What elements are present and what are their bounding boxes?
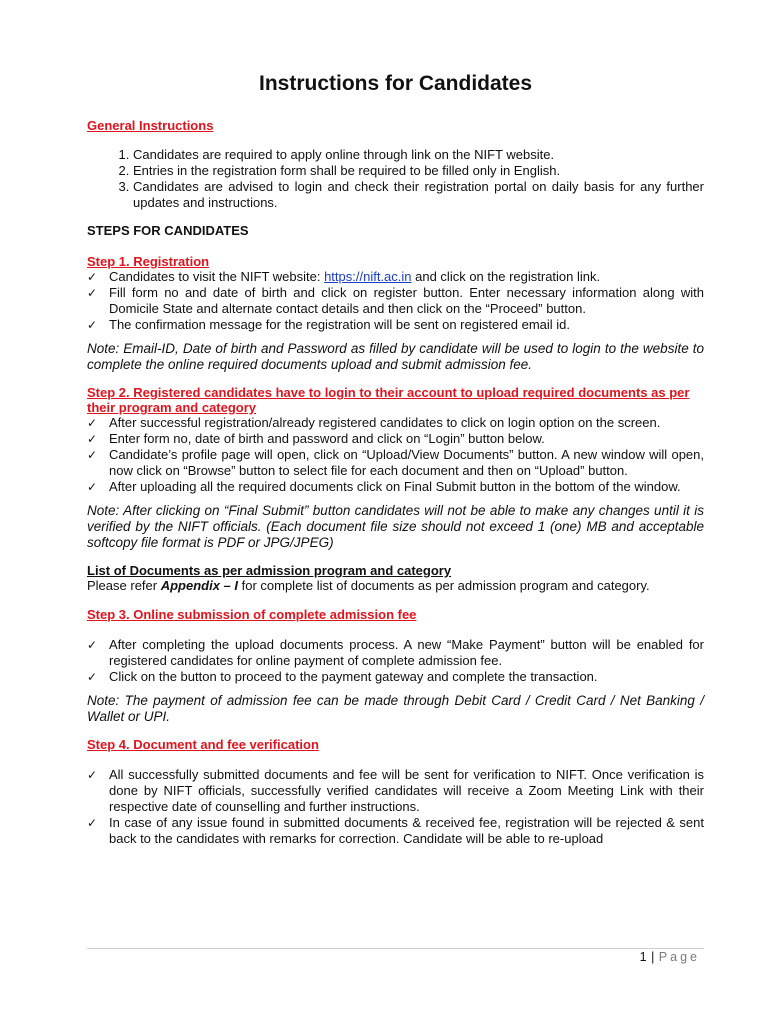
appendix-reference: Appendix – I: [160, 578, 238, 593]
checkmark-icon: ✓: [87, 270, 98, 284]
step1-item2-text: Fill form no and date of birth and click on register button. Enter necessary information along with Domicile State and alternate contact details and then click on the “Proceed” button.: [109, 285, 704, 316]
list-item: [87, 431, 704, 447]
step1-note: Note: Email-ID, Date of birth and Password as filled by candidate will be used to login to the website to complete the online required documents upload and submit admission fee.: [87, 341, 704, 372]
documents-text: [87, 578, 704, 594]
step2-item-text: After successful registration/already registered candidates to click on login option on the screen.: [109, 415, 661, 430]
list-item: 3. Candidates are advised to login and check their registration portal on daily basis for any further updates and instructions.: [133, 179, 704, 211]
step2-item-text: Candidate’s profile page will open, click on “Upload/View Documents” button. A new window will open, now click on “Browse” button to select file for each document and then on “Upload” button.: [109, 447, 704, 478]
list-item: [87, 669, 704, 685]
step2-list: [87, 415, 704, 495]
page-number: 1: [639, 950, 648, 964]
checkmark-icon: ✓: [87, 638, 98, 652]
step3-item-text: After completing the upload documents process. A new “Make Payment” button will be enabled for registered candidates for online payment of complete admission fee.: [109, 637, 704, 668]
list-item: 2. Entries in the registration form shall be required to be filled only in English.: [133, 163, 704, 179]
document-body: [87, 72, 704, 847]
list-item: [87, 317, 704, 333]
documents-text-before: Please refer: [87, 578, 161, 593]
documents-heading: List of Documents as per admission program and category: [87, 563, 452, 578]
step4-item-text: All successfully submitted documents and fee will be sent for verification to NIFT. Once verification is done by NIFT officials, successfully verified candidates will receive a Zoom Meeting Link with their respective date of counselling and further instructions.: [109, 767, 704, 814]
list-item: [87, 637, 704, 669]
checkmark-icon: ✓: [87, 768, 98, 782]
page-footer: [640, 950, 700, 964]
page-separator: |: [651, 950, 655, 964]
step2-item-text: Enter form no, date of birth and password and click on “Login” button below.: [109, 431, 545, 446]
step3-heading: Step 3. Online submission of complete admission fee: [87, 607, 417, 622]
general-instructions-heading: General Instructions: [87, 118, 214, 133]
checkmark-icon: ✓: [87, 670, 98, 684]
step4-heading: Step 4. Document and fee verification: [87, 737, 319, 752]
list-item: [87, 285, 704, 317]
step3-list: [87, 637, 704, 685]
page-label: Page: [658, 950, 700, 964]
step1-item3-text: The confirmation message for the registration will be sent on registered email id.: [109, 317, 570, 332]
nift-website-link[interactable]: https://nift.ac.in: [324, 269, 412, 284]
step3-item-text: Click on the button to proceed to the payment gateway and complete the transaction.: [109, 669, 598, 684]
list-item: [87, 479, 704, 495]
steps-heading: STEPS FOR CANDIDATES: [87, 223, 249, 238]
list-item: 1. Candidates are required to apply online through link on the NIFT website.: [133, 147, 704, 163]
list-item: [87, 269, 704, 285]
list-item: [87, 815, 704, 847]
step1-heading: Step 1. Registration: [87, 254, 210, 269]
step1-item1-text-after: and click on the registration link.: [411, 269, 601, 284]
checkmark-icon: ✓: [87, 448, 98, 462]
list-item: [87, 447, 704, 479]
step4-list: [87, 767, 704, 847]
document-title: Instructions for Candidates: [258, 72, 533, 95]
documents-text-after: for complete list of documents as per admission program and category.: [238, 578, 650, 593]
checkmark-icon: ✓: [87, 432, 98, 446]
step2-item-text: After uploading all the required documents click on Final Submit button in the bottom of the window.: [109, 479, 681, 494]
step2-heading: Step 2. Registered candidates have to login to their account to upload required documents as per their program and category: [87, 385, 690, 415]
checkmark-icon: ✓: [87, 318, 98, 332]
footer-divider: [87, 948, 704, 949]
step1-list: [87, 269, 704, 333]
checkmark-icon: ✓: [87, 816, 98, 830]
step2-note: Note: After clicking on “Final Submit” button candidates will not be able to make any changes until it is verified by the NIFT officials. (Each document file size should not exceed 1 (one) MB and acceptable softcopy file format is PDF or JPG/JPEG): [87, 503, 704, 550]
checkmark-icon: ✓: [87, 480, 98, 494]
step3-note: Note: The payment of admission fee can be made through Debit Card / Credit Card / Net Banking / Wallet or UPI.: [87, 693, 704, 724]
list-item: [87, 767, 704, 815]
checkmark-icon: ✓: [87, 286, 98, 300]
list-item: [87, 415, 704, 431]
step1-item1-text: Candidates to visit the NIFT website:: [109, 269, 325, 284]
step4-item-text: In case of any issue found in submitted documents & received fee, registration will be rejected & sent back to the candidates with remarks for correction. Candidate will be able to re-upload: [109, 815, 704, 846]
general-instructions-list: [87, 147, 704, 211]
checkmark-icon: ✓: [87, 416, 98, 430]
